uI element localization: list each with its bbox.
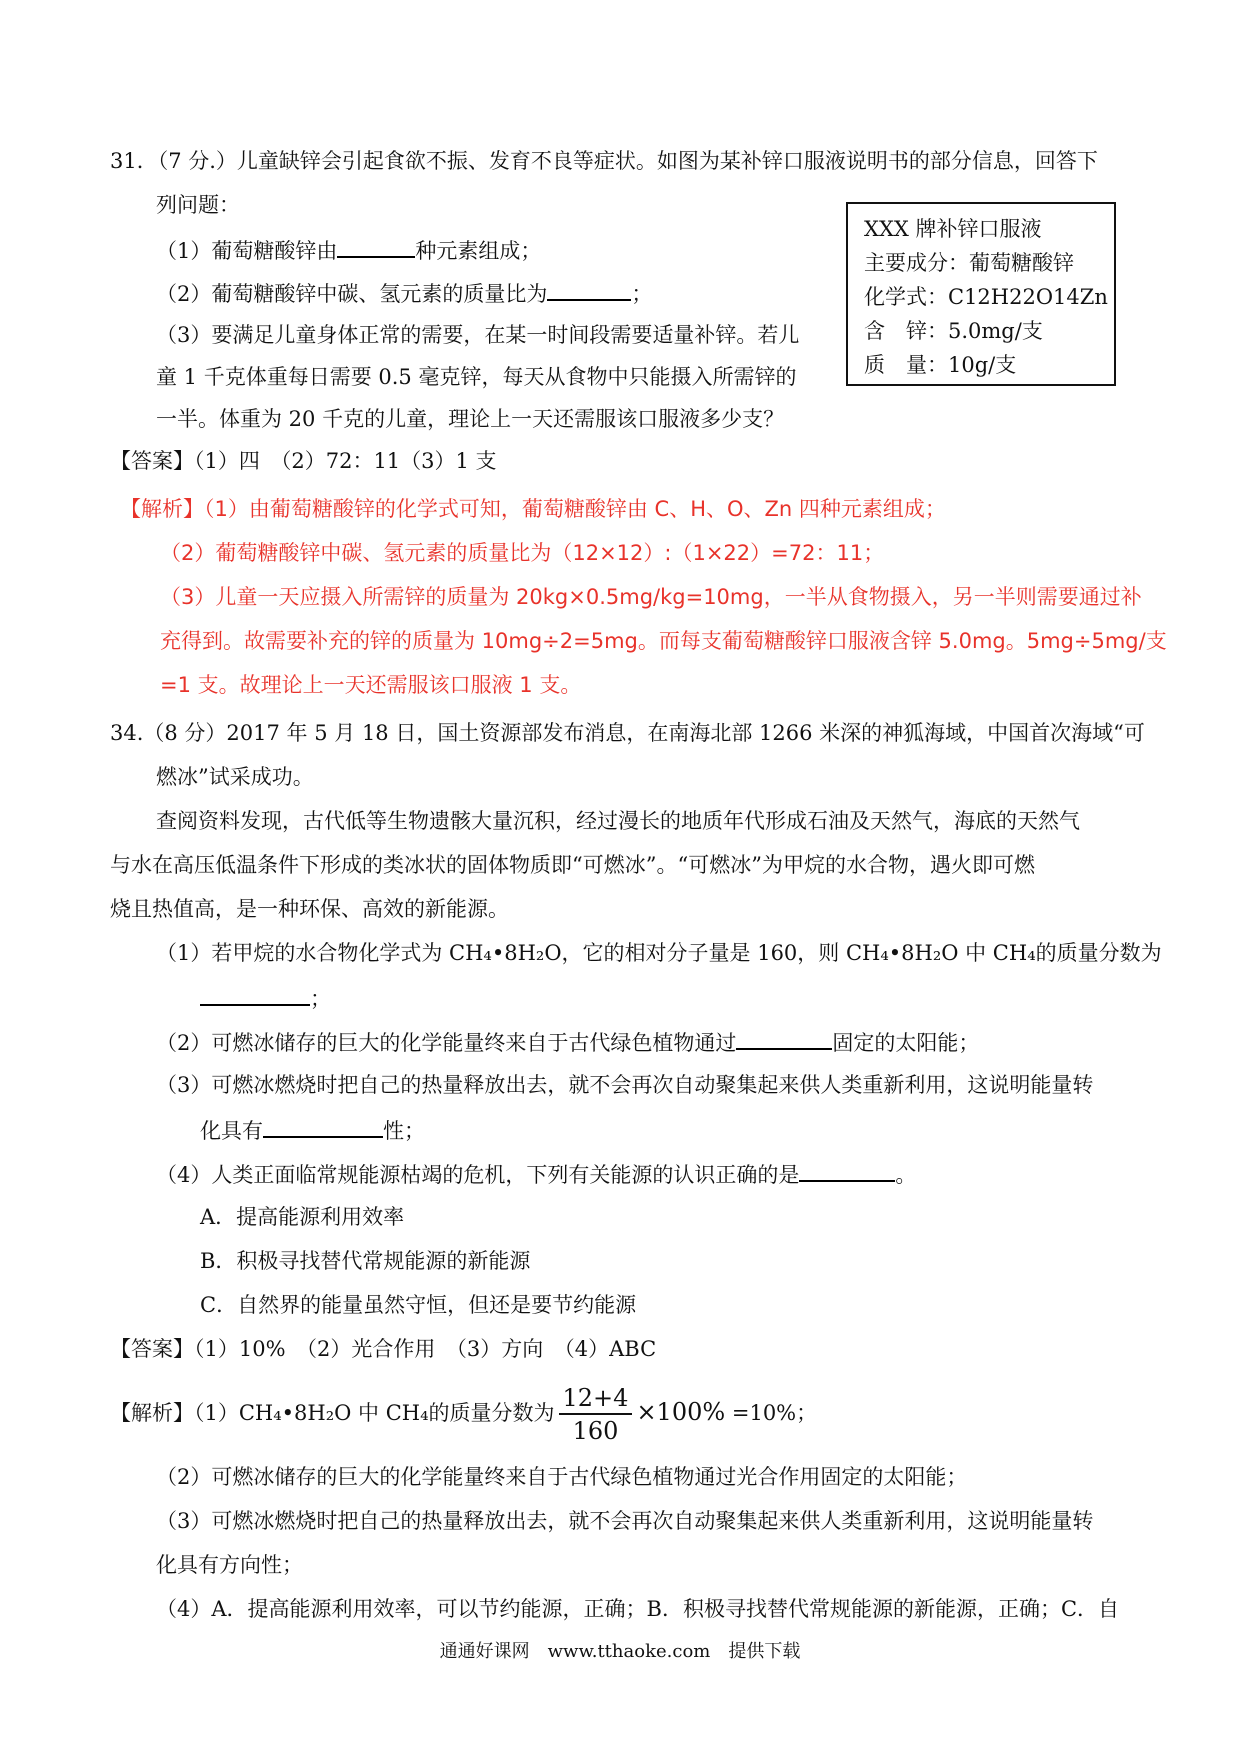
q34-sub4 — [156, 1158, 916, 1190]
q31-sub2-text2: ； — [631, 282, 653, 306]
fraction-numerator: 12+4 — [559, 1383, 633, 1415]
q34-option-a: A．提高能源利用效率 — [200, 1205, 405, 1229]
q34-para1: 查阅资料发现，古代低等生物遗骸大量沉积，经过漫长的地质年代形成石油及天然气，海底的天然气 — [156, 809, 1080, 833]
q34-sub4-blank — [799, 1158, 895, 1182]
q34-sub1: （1）若甲烷的水合物化学式为 CH₄•8H₂O，它的相对分子量是 160，则 CH₄•8H₂O 中 CH₄的质量分数为 — [156, 941, 1162, 965]
q31-analysis-line4: 充得到。故需要补充的锌的质量为 10mg÷2=5mg。而每支葡萄糖酸锌口服液含锌 5.0mg。5mg÷5mg/支 — [160, 629, 1167, 653]
q34-option-c: C．自然界的能量虽然守恒，但还是要节约能源 — [200, 1293, 637, 1317]
q31-sub2 — [156, 277, 652, 309]
q31-analysis-line3: （3）儿童一天应摄入所需锌的质量为 20kg×0.5mg/kg=10mg，一半从食物摄入，另一半则需要通过补 — [160, 585, 1142, 609]
percent-multiplier: ×100% — [636, 1398, 726, 1426]
q34-analysis-line2: （2）可燃冰储存的巨大的化学能量终来自于古代绿色植物通过光合作用固定的太阳能； — [156, 1465, 968, 1489]
q31-analysis-line5: =1 支。故理论上一天还需服该口服液 1 支。 — [160, 673, 582, 697]
mass-fraction — [559, 1383, 633, 1447]
q31-analysis-line2: （2）葡萄糖酸锌中碳、氢元素的质量比为（12×12）:（1×22）=72：11； — [160, 541, 885, 565]
q31-sub1 — [156, 234, 541, 266]
q31-sub3-line3: 一半。体重为 20 千克的儿童，理论上一天还需服该口服液多少支？ — [156, 407, 785, 431]
q34-line2: 燃冰”试采成功。 — [156, 765, 314, 789]
q34-sub4-text: （4）人类正面临常规能源枯竭的危机，下列有关能源的认识正确的是 — [156, 1163, 800, 1187]
fraction-denominator: 160 — [572, 1416, 619, 1445]
q31-line2: 列问题： — [156, 193, 240, 217]
q31-answer: 【答案】（1）四 （2）72：11（3）1 支 — [110, 449, 497, 473]
q31-sub1-text: （1）葡萄糖酸锌由 — [156, 239, 338, 263]
q31-sub2-blank — [547, 277, 631, 301]
q34-sub2-blank — [736, 1026, 832, 1050]
q34-sub2 — [156, 1026, 979, 1058]
q34-sub3-blank — [263, 1114, 383, 1138]
q34-analysis-line5: （4）A．提高能源利用效率，可以节约能源，正确；B．积极寻找替代常规能源的新能源，正确；C．自 — [156, 1597, 1120, 1621]
q34-sub2-text2: 固定的太阳能； — [832, 1031, 980, 1055]
q31-line1: 31．（7 分.）儿童缺锌会引起食欲不振、发育不良等症状。如图为某补锌口服液说明书的部分信息，回答下 — [110, 149, 1098, 173]
q34-analysis-line4: 化具有方向性； — [156, 1553, 303, 1577]
q34-sub1-blank — [200, 982, 310, 1006]
q34-sub1-end: ； — [310, 987, 331, 1011]
q34-sub4-end: 。 — [895, 1163, 917, 1187]
q34-option-b: B．积极寻找替代常规能源的新能源 — [200, 1249, 531, 1273]
q34-sub2-text: （2）可燃冰储存的巨大的化学能量终来自于古代绿色植物通过 — [156, 1031, 737, 1055]
q34-sub3-text: 化具有 — [200, 1119, 263, 1143]
label-zinc: 含 锌：5.0mg/支 — [864, 319, 1043, 343]
label-brand: XXX 牌补锌口服液 — [864, 217, 1042, 241]
label-formula: 化学式：C12H22O14Zn — [864, 285, 1108, 309]
q34-para2: 与水在高压低温条件下形成的类冰状的固体物质即“可燃冰”。“可燃冰”为甲烷的水合物，遇火即可燃 — [110, 853, 1035, 877]
q34-sub3: （3）可燃冰燃烧时把自己的热量释放出去，就不会再次自动聚集起来供人类重新利用，这说明能量转 — [156, 1073, 1094, 1097]
q31-sub3-line2: 童 1 千克体重每日需要 0.5 毫克锌，每天从食物中只能摄入所需锌的 — [156, 365, 797, 389]
q34-sub3-line2 — [200, 1114, 425, 1146]
q31-sub2-text: （2）葡萄糖酸锌中碳、氢元素的质量比为 — [156, 282, 548, 306]
q34-analysis-line1 — [110, 1376, 817, 1449]
q34-sub1-answer — [200, 982, 331, 1014]
q31-sub1-blank — [337, 234, 415, 258]
label-mass: 质 量：10g/支 — [864, 353, 1017, 377]
q34-answer: 【答案】（1）10% （2）光合作用 （3）方向 （4）ABC — [110, 1337, 657, 1361]
page-footer: 通通好课网 www.tthaoke.com 提供下载 — [439, 1641, 801, 1662]
q34-analysis-result: =10%； — [731, 1401, 818, 1425]
q34-sub3-text2: 性； — [383, 1119, 425, 1143]
q34-analysis-line3: （3）可燃冰燃烧时把自己的热量释放出去，就不会再次自动聚集起来供人类重新利用，这说明能量转 — [156, 1509, 1094, 1533]
q31-sub3: （3）要满足儿童身体正常的需要，在某一时间段需要适量补锌。若儿 — [156, 323, 800, 347]
q34-analysis-text: 【解析】（1）CH₄•8H₂O 中 CH₄的质量分数为 — [110, 1401, 555, 1425]
product-label-box — [846, 202, 1116, 386]
q34-line1: 34.（8 分）2017 年 5 月 18 日，国土资源部发布消息，在南海北部 1266 米深的神狐海域，中国首次海域“可 — [110, 721, 1145, 745]
q34-para3: 烧且热值高，是一种环保、高效的新能源。 — [110, 897, 509, 921]
label-ingredient: 主要成分：葡萄糖酸锌 — [864, 251, 1074, 275]
q31-analysis-line1: 【解析】（1）由葡萄糖酸锌的化学式可知，葡萄糖酸锌由 C、H、O、Zn 四种元素组成； — [120, 497, 946, 521]
q31-sub1-text2: 种元素组成； — [415, 239, 542, 263]
